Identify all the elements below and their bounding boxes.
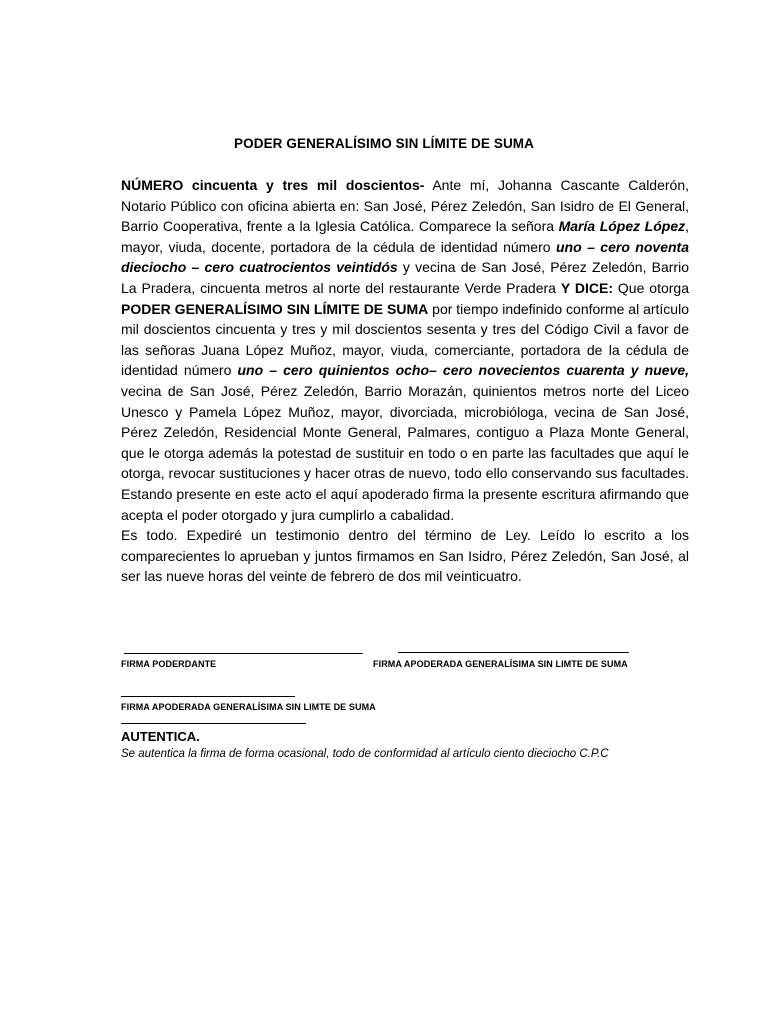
text-segment: vecina de San José, Pérez Zeledón, Barrio Morazán, quinientos metros norte del Liceo Unesco y Pamela López Muñoz, mayor, divorciada, microbióloga, vecina de San José, Pérez Zeledón, Residencial Monte General, Palmares, contiguo a Plaza Monte General, que le otorga además la potestad de sustituir en todo o en parte las facultades que aquí le otorga, revocar sustituciones y hacer otras de nuevo, todo ello conservando sus facultades. Estando presente en este acto el aquí apoderado firma la presente escritura afirmando que acepta el poder otorgado y jura cumplirlo a cabalidad. <box>121 382 689 523</box>
authentication-title: AUTENTICA. <box>121 729 200 744</box>
power-type: PODER GENERALÍSIMO SIN LÍMITE DE SUMA <box>121 300 429 317</box>
text-segment: y vecina de San José, Pérez Zeledón, Barrio La Pradera, cincuenta metros al norte del restaurante Verde Pradera <box>121 259 689 296</box>
signature-line-apoderada-1 <box>398 652 629 653</box>
signature-line-apoderada-2 <box>121 696 295 697</box>
text-segment: por tiempo indefinido conforme al artículo mil doscientos cincuenta y tres y mil doscientos sesenta y tres del Código Civil a favor de las señoras Juana López Muñoz, mayor, viuda, comerciante, portadora de la cédula de identidad número <box>121 300 689 379</box>
grantor-name: María López López <box>558 218 686 235</box>
document-body <box>121 175 689 587</box>
attorney-id-number: uno – cero quinientos ocho– cero novecientos cuarenta y nueve, <box>237 362 689 379</box>
authentication-text: Se autentica la firma de forma ocasional, todo de conformidad al artículo ciento dieciocho C.P.C <box>121 748 609 760</box>
deed-number: NÚMERO cincuenta y tres mil doscientos- <box>121 177 425 193</box>
signature-label-poderdante: FIRMA PODERDANTE <box>121 659 217 669</box>
text-segment: Que otorga <box>613 279 689 296</box>
document-title: PODER GENERALÍSIMO SIN LÍMITE DE SUMA <box>234 136 534 151</box>
signature-label-apoderada-1: FIRMA APODERADA GENERALÍSIMA SIN LIMTE DE SUMA <box>373 659 628 669</box>
y-dice-heading: Y DICE: <box>560 279 613 296</box>
main-paragraph <box>121 175 689 525</box>
grantor-id-number: uno – cero noventa dieciocho – cero cuatrocientos veintidós <box>121 238 689 276</box>
text-segment: , mayor, viuda, docente, portadora de la cédula de identidad número <box>121 218 690 255</box>
text-segment: Ante mí, Johanna Cascante Calderón, Notario Público con oficina abierta en: San José, Pérez Zeledón, San Isidro de El General, Barrio Cooperativa, frente a la Iglesia Católica. Comparece la señora <box>121 177 689 235</box>
signature-line-poderdante <box>124 653 363 654</box>
signature-line-notary <box>121 723 306 724</box>
signature-label-apoderada-2: FIRMA APODERADA GENERALÍSIMA SIN LIMTE DE SUMA <box>121 702 376 712</box>
closing-paragraph: Es todo. Expediré un testimonio dentro del término de Ley. Leído lo escrito a los comparecientes lo aprueban y juntos firmamos en San Isidro, Pérez Zeledón, San José, al ser las nueve horas del veinte de febrero de dos mil veinticuatro. <box>121 527 689 585</box>
